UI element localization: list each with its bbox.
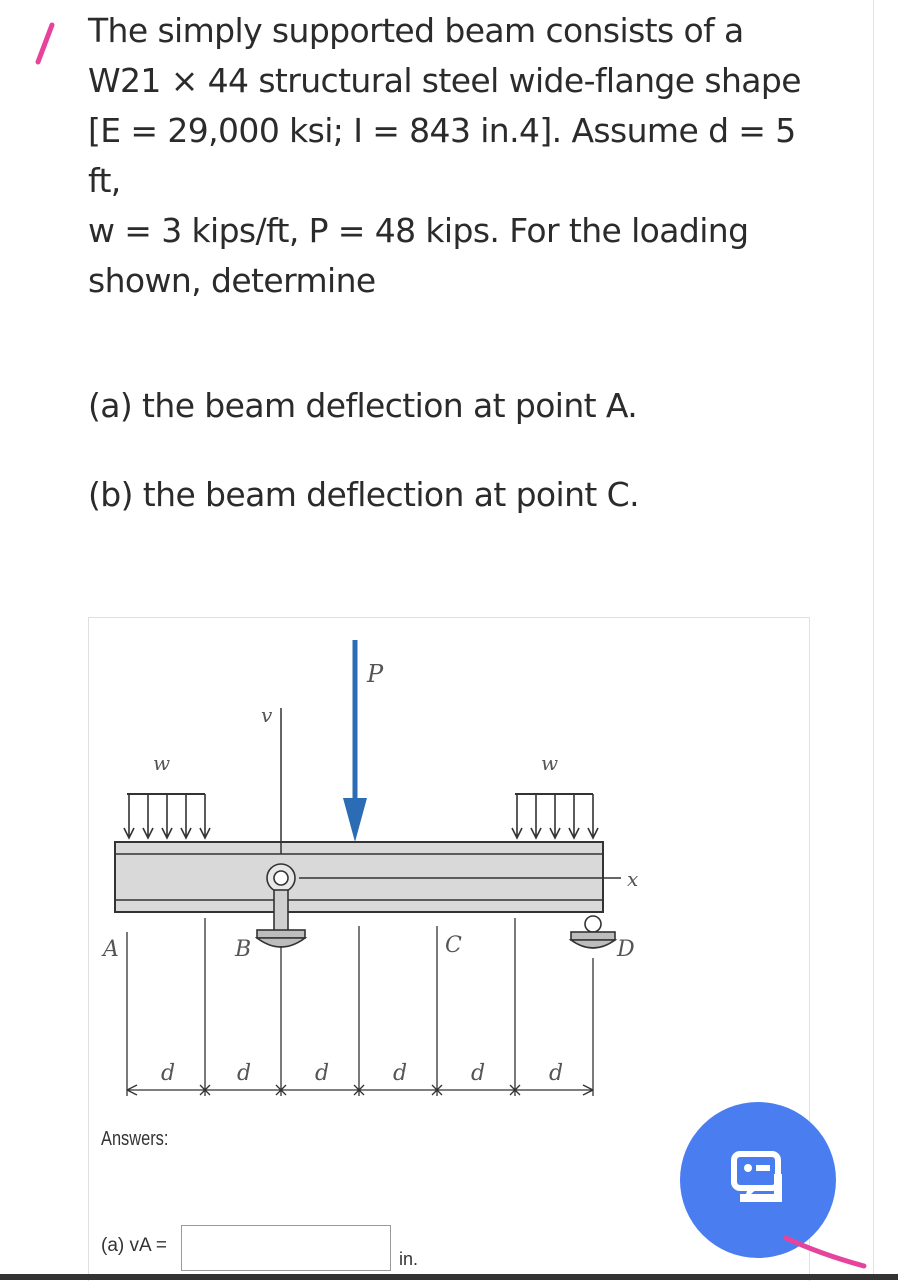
pen-stroke-icon — [34, 22, 56, 66]
roller-support-d — [571, 916, 615, 948]
load-w-left-label: w — [153, 751, 171, 775]
question-part-b: (b) the beam deflection at point C. — [88, 475, 639, 514]
beam-body — [115, 842, 603, 912]
problem-statement — [88, 6, 818, 306]
load-w-left-arrows — [124, 794, 210, 838]
load-w-right-arrows — [512, 794, 598, 838]
dimension-label-3: d — [315, 1061, 330, 1086]
point-c-label: C — [445, 933, 462, 958]
problem-text: The simply supported beam consists of a W21 × 44 structural steel wide-flange shape [E = 29,000 ksi; I = 843 in.4]. Assume d = 5 ft, w = 3 kips/ft, P = 48 kips. For the loading shown, determine — [88, 11, 801, 300]
point-d-label: D — [617, 937, 635, 962]
v-axis-label: v — [261, 703, 273, 727]
answer-a-input[interactable] — [181, 1225, 391, 1271]
load-p-arrowhead — [343, 798, 367, 842]
answer-a-label: (a) vA = — [101, 1235, 167, 1256]
question-part-a: (a) the beam deflection at point A. — [88, 386, 638, 425]
dimension-label-5: d — [471, 1061, 486, 1086]
load-w-right-label: w — [541, 751, 559, 775]
dimension-label-6: d — [549, 1061, 564, 1086]
point-b-label: B — [235, 937, 252, 962]
x-axis-label: x — [627, 867, 639, 891]
pen-stroke-icon — [780, 1228, 870, 1272]
dimension-label-1: d — [161, 1061, 176, 1086]
point-a-label: A — [103, 937, 119, 962]
answers-heading: Answers: — [101, 1128, 169, 1150]
dimension-label-2: d — [237, 1061, 252, 1086]
bottom-edge-bar — [0, 1274, 898, 1280]
dimension-label-4: d — [393, 1061, 408, 1086]
load-p-label: P — [367, 660, 384, 688]
answer-a-unit: in. — [399, 1249, 419, 1269]
chat-question-icon — [722, 1144, 794, 1216]
dimension-extension-lines — [127, 918, 593, 1096]
content-border — [873, 0, 874, 1280]
